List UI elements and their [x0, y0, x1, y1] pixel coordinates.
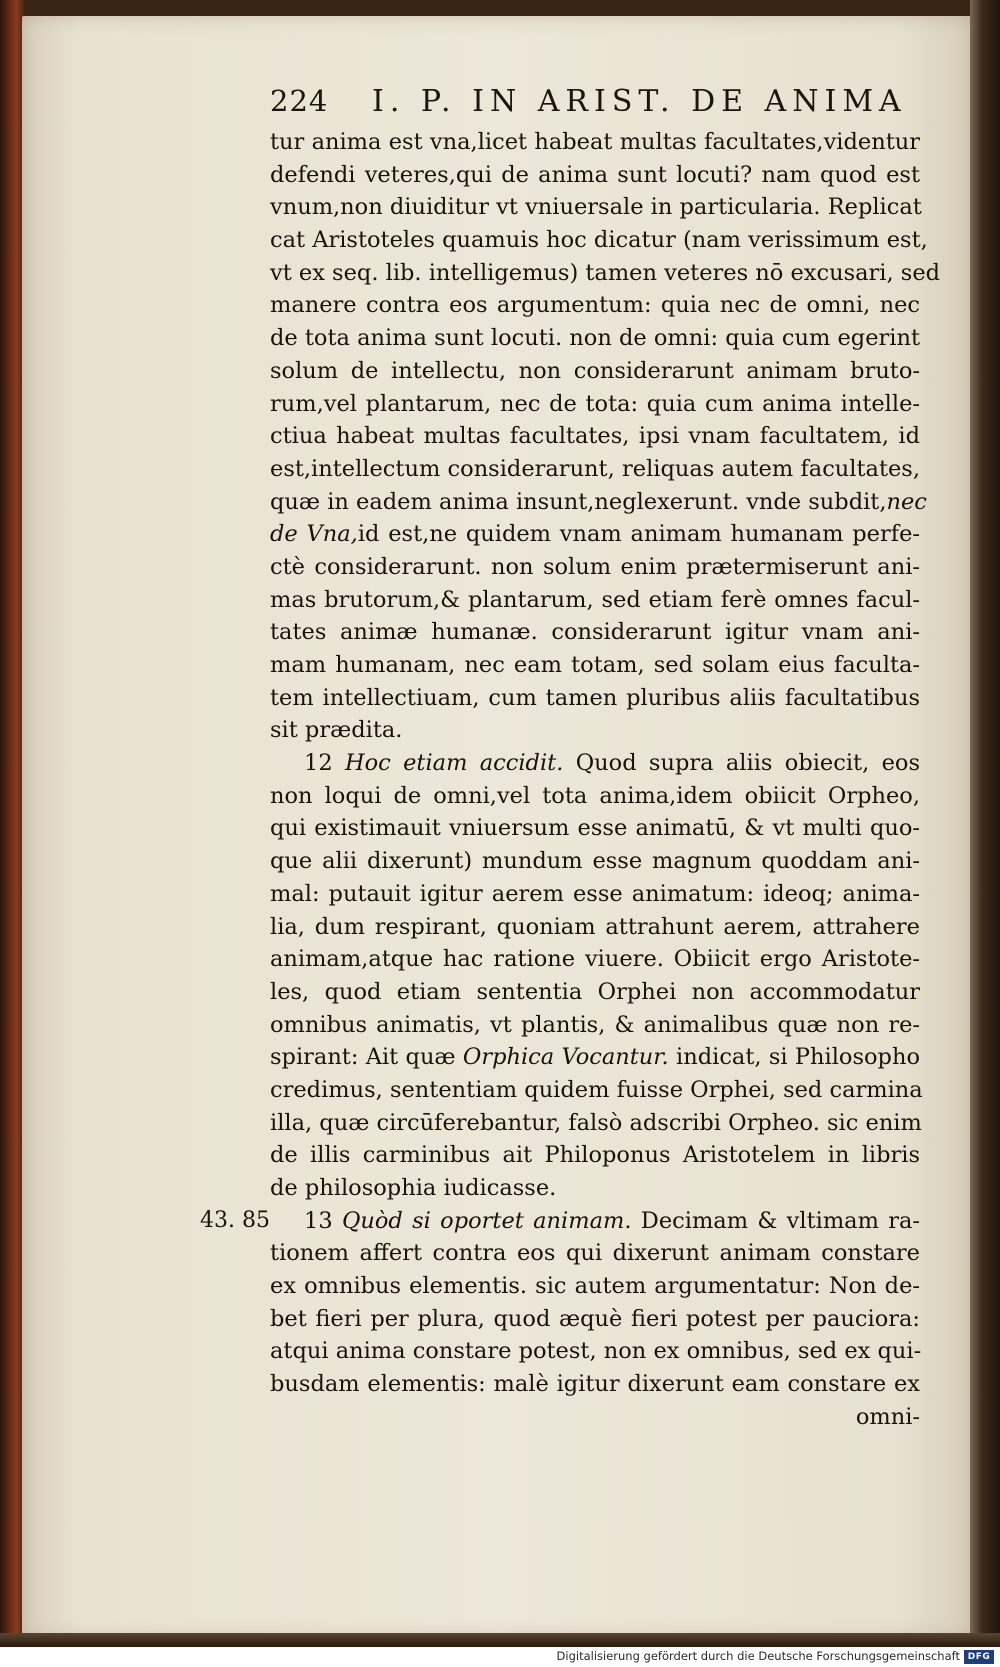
text-line [270, 616, 920, 649]
footer-bar [0, 1647, 1000, 1667]
text-line [270, 1303, 920, 1336]
running-head [270, 84, 907, 124]
text-line [270, 1041, 920, 1074]
text-segment: solum de intellectu, non considerarunt animam bruto- [270, 357, 920, 384]
text-line [270, 257, 941, 290]
text-line [270, 224, 928, 257]
text-segment: Decimam & vltimam ra- [631, 1207, 920, 1234]
italic-segment: nec [886, 488, 927, 515]
text-segment: lia, dum respirant, quoniam attrahunt aerem, attrahere [270, 913, 920, 940]
text-line [270, 191, 920, 224]
text-segment: ctiua habeat multas facultates, ipsi vnam facultatem, id [270, 423, 920, 450]
text-segment: tur anima est vna,licet habeat multas facultates,videntur [270, 129, 920, 155]
text-line [270, 878, 920, 911]
text-segment: vnum,non diuiditur vt vniuersale in particularia. Replicat [270, 194, 922, 221]
text-line [270, 1237, 920, 1270]
text-line [270, 1172, 920, 1205]
margin-note: 43. 85 [200, 1208, 270, 1233]
text-line [270, 1107, 920, 1140]
text-segment: manere contra eos argumentum: quia nec de omni, nec [270, 292, 920, 319]
text-line [270, 289, 920, 322]
catchword: omni- [855, 1403, 920, 1430]
footer-credit: Digitalisierung gefördert durch die Deutsche Forschungsgemeinschaft [556, 1649, 960, 1663]
italic-segment: Hoc etiam accidit. [344, 750, 564, 777]
text-line [270, 1368, 920, 1401]
text-segment: de philosophia iudicasse. [270, 1175, 557, 1201]
dfg-logo-icon: DFG [964, 1650, 994, 1664]
text-segment: 12 [304, 750, 345, 777]
text-line [270, 584, 920, 617]
text-segment: Quod supra aliis obiecit, eos [563, 750, 920, 777]
text-segment: tem intellectiuam, cum tamen pluribus aliis facultatibus [270, 684, 920, 711]
text-line [270, 388, 920, 421]
text-segment: non loqui de omni,vel tota anima,idem obiicit Orpheo, [270, 782, 920, 809]
text-segment: est,intellectum considerarunt, reliquas autem facultates, [270, 455, 920, 482]
text-line [270, 551, 920, 584]
text-line [270, 845, 920, 878]
text-segment: mas brutorum,& plantarum, sed etiam ferè omnes facul- [270, 586, 920, 613]
text-segment: cat Aristoteles quamuis hoc dicatur (nam verissimum est, [270, 227, 928, 254]
text-segment: bet fieri per plura, quod æquè fieri potest per pauciora: [270, 1305, 920, 1332]
text-segment: id est,ne quidem vnam animam humanam perfe- [357, 521, 920, 548]
text-segment: ctè considerarunt. non solum enim prætermiserunt ani- [270, 553, 920, 580]
text-line [270, 714, 920, 747]
body-text [270, 126, 941, 1434]
page-edge-bottom [0, 1633, 1000, 1647]
text-segment: les, quod etiam sententia Orphei non accommodatur [270, 978, 920, 1005]
text-line [270, 453, 920, 486]
text-line [270, 780, 920, 813]
text-line [270, 159, 920, 192]
text-line [270, 682, 920, 715]
text-segment: indicat, si Philosopho [668, 1044, 920, 1071]
text-line [270, 943, 920, 976]
text-segment: credimus, sententiam quidem fuisse Orphei, sed carmina [270, 1076, 923, 1103]
italic-segment: Quòd si oportet animam. [341, 1207, 632, 1234]
text-segment: qui existimauit vniuersum esse animatū, & vt multi quo- [270, 815, 920, 842]
text-line [270, 1335, 920, 1368]
italic-segment: Orphica Vocantur. [462, 1044, 669, 1071]
text-segment: illa, quæ circūferebantur, falsò adscribi Orpheo. sic enim [270, 1109, 922, 1136]
text-line [270, 1139, 920, 1172]
text-line [270, 1270, 920, 1303]
text-line [270, 126, 920, 159]
text-segment: de tota anima sunt locuti. non de omni: quia cum egerint [270, 325, 920, 352]
text-segment: atqui anima constare potest, non ex omnibus, sed ex qui- [270, 1338, 922, 1365]
text-line [270, 747, 920, 780]
text-line [270, 649, 920, 682]
text-line [270, 1074, 923, 1107]
text-segment: vt ex seq. lib. intelligemus) tamen veteres nō excusari, sed [270, 259, 941, 286]
text-segment: quæ in eadem anima insunt,neglexerunt. vnde subdit, [270, 488, 887, 515]
text-line [270, 1009, 920, 1042]
text-segment: sit prædita. [270, 717, 403, 744]
text-segment: tates animæ humanæ. considerarunt igitur vnam ani- [270, 619, 920, 646]
book-binding [0, 0, 24, 1647]
text-segment: busdam elementis: malè igitur dixerunt eam constare ex [270, 1371, 920, 1398]
text-line [270, 518, 920, 551]
text-line [270, 486, 927, 519]
text-segment: spirant: Ait quæ [270, 1044, 463, 1071]
text-segment: 13 [304, 1207, 342, 1234]
text-line [270, 812, 920, 845]
text-segment: de illis carminibus ait Philoponus Aristotelem in libris [270, 1142, 920, 1169]
italic-segment: de Vna, [270, 521, 358, 548]
text-segment: mam humanam, nec eam totam, sed solam eius faculta- [270, 652, 920, 678]
text-segment: rum,vel plantarum, nec de tota: quia cum anima intelle- [270, 390, 920, 417]
text-line [270, 420, 920, 453]
text-segment: defendi veteres,qui de anima sunt locuti? nam quod est [270, 161, 920, 188]
text-line [270, 911, 920, 944]
text-line [270, 322, 920, 355]
header-title: I. P. IN ARIST. DE ANIMA [372, 84, 907, 119]
text-line [270, 976, 920, 1009]
text-segment: animam,atque hac ratione viuere. Obiicit ergo Aristote- [270, 946, 920, 973]
text-segment: mal: putauit igitur aerem esse animatum: ideoq; anima- [270, 880, 920, 907]
text-line [270, 355, 920, 388]
page-edge [970, 0, 1000, 1647]
text-segment: ex omnibus elementis. sic autem argumentatur: Non de- [270, 1273, 920, 1300]
text-line [270, 1205, 920, 1238]
text-segment: omnibus animatis, vt plantis, & animalibus quæ non re- [270, 1011, 920, 1038]
page-number: 224 [270, 84, 329, 118]
text-segment: tionem affert contra eos qui dixerunt animam constare [270, 1240, 920, 1267]
text-segment: que alii dixerunt) mundum esse magnum quoddam ani- [270, 848, 920, 875]
